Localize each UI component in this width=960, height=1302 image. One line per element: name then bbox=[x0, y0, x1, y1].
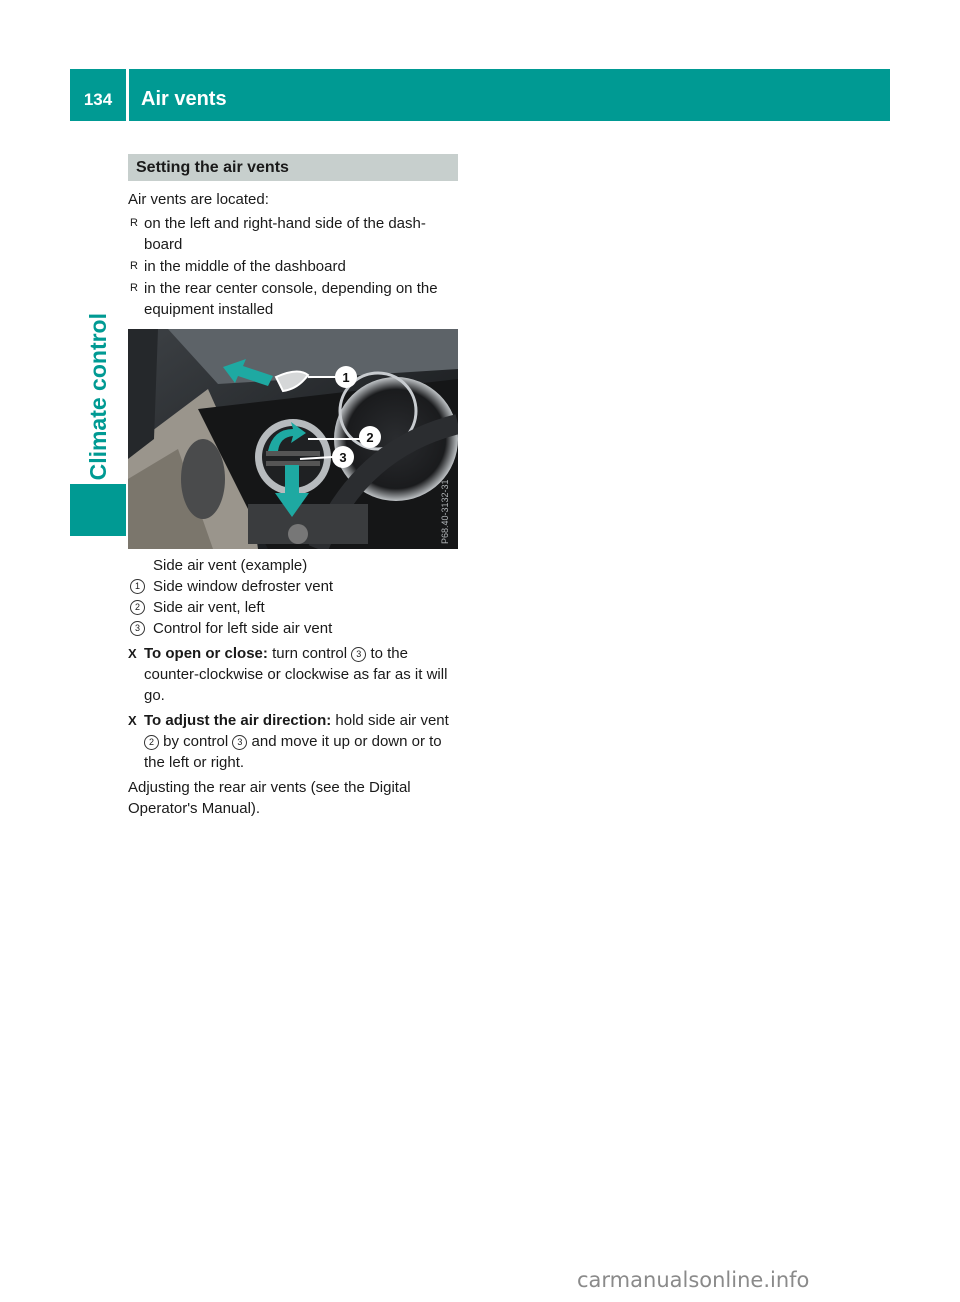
legend-number: 1 bbox=[130, 579, 145, 594]
side-tab-marker bbox=[70, 484, 126, 536]
bullet-icon: R bbox=[130, 260, 138, 272]
chapter-title: Air vents bbox=[141, 88, 227, 110]
air-vent-illustration bbox=[128, 329, 458, 549]
page-number: 134 bbox=[83, 90, 113, 109]
legend-item bbox=[128, 576, 458, 597]
callout-3 bbox=[332, 446, 354, 468]
legend-text: Side air vent, left bbox=[153, 599, 265, 616]
legend-number: 3 bbox=[130, 621, 145, 636]
main-content bbox=[128, 154, 458, 822]
callout-2 bbox=[359, 426, 381, 448]
bullet-icon: R bbox=[130, 217, 138, 229]
callout-1 bbox=[335, 366, 357, 388]
legend-item bbox=[128, 618, 458, 639]
vent-ref: 2 bbox=[144, 735, 159, 750]
page-header bbox=[70, 69, 890, 121]
side-tab-label bbox=[70, 130, 126, 480]
section-title: Setting the air vents bbox=[128, 154, 458, 181]
step-arrow-icon: X bbox=[128, 646, 137, 661]
legend-number: 2 bbox=[130, 600, 145, 615]
svg-text:1: 1 bbox=[342, 370, 350, 385]
svg-text:3: 3 bbox=[339, 450, 347, 465]
side-air-vent-figure bbox=[128, 329, 458, 549]
watermark: carmanualsonline.info bbox=[577, 1268, 810, 1292]
list-item: R in the rear center console, depending on the equipment installed bbox=[130, 280, 438, 318]
control-ref: 3 bbox=[351, 647, 366, 662]
instruction-step: X To adjust the air direction: hold side air vent 2 by control 3 and move it up or down or to the left or right. bbox=[128, 712, 449, 771]
image-code: P68.40-3132-31 bbox=[440, 479, 450, 544]
legend-text: Side window defroster vent bbox=[153, 578, 334, 595]
instruction-step: X To open or close: turn control 3 to the counter-clockwise or clockwise as far as it will go. bbox=[128, 645, 448, 704]
step-arrow-icon: X bbox=[128, 713, 137, 728]
bullet-icon: R bbox=[130, 282, 138, 294]
side-tab-text: Climate control bbox=[84, 312, 111, 480]
intro-text: Air vents are located: bbox=[128, 191, 269, 208]
legend-text: Control for left side air vent bbox=[153, 620, 333, 637]
svg-text:2: 2 bbox=[366, 430, 374, 445]
legend-item bbox=[128, 597, 458, 618]
header-divider bbox=[126, 69, 129, 121]
outro-text: Adjusting the rear air vents (see the Digital Operator's Manual). bbox=[128, 779, 411, 817]
control-ref: 3 bbox=[232, 735, 247, 750]
figure-caption: Side air vent (example) bbox=[153, 557, 308, 574]
list-item: R in the middle of the dashboard bbox=[130, 258, 346, 275]
instruction-label: To open or close: bbox=[144, 645, 268, 662]
instruction-label: To adjust the air direction: bbox=[144, 712, 332, 729]
list-item: R on the left and right-hand side of the dash-board bbox=[130, 215, 426, 253]
